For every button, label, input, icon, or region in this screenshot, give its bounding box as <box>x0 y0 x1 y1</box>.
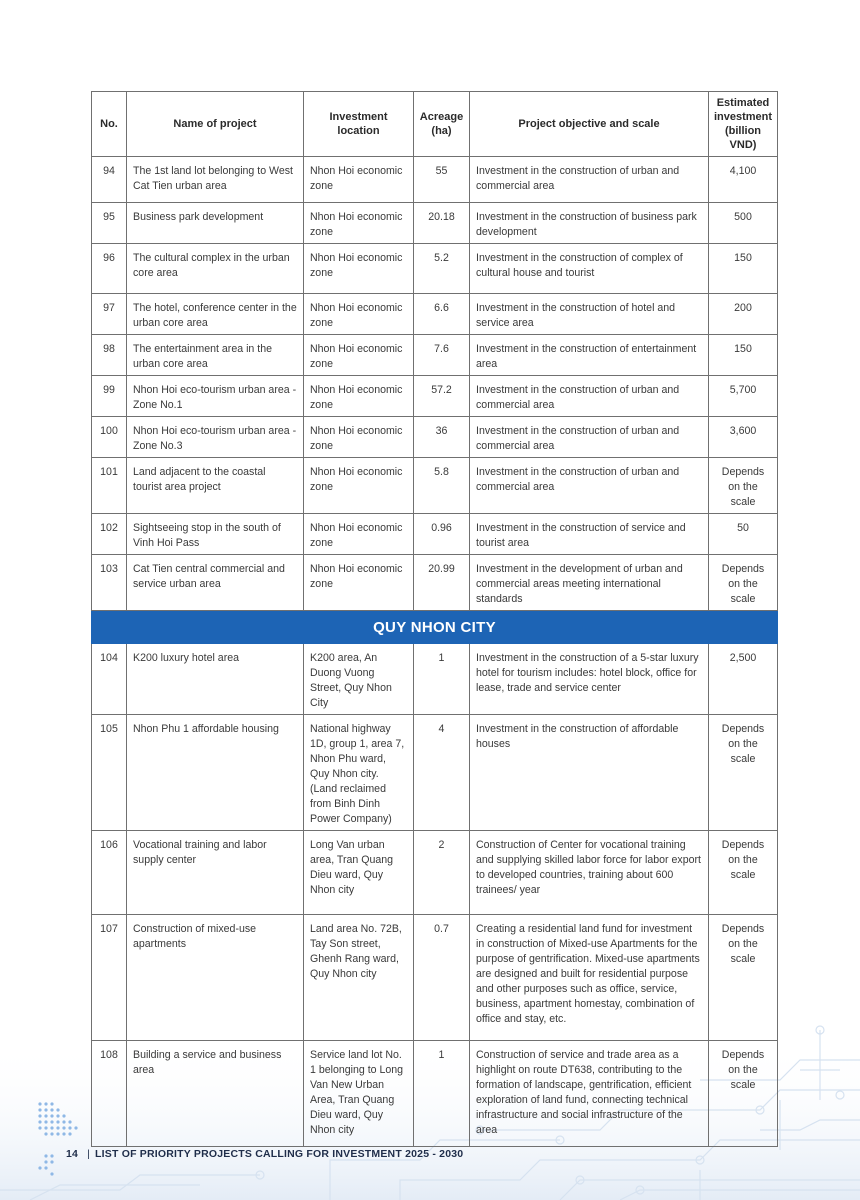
cell-investment: 4,100 <box>709 157 778 203</box>
cell-acreage: 4 <box>414 715 470 831</box>
cell-acreage: 20.99 <box>414 555 470 611</box>
cell-location: Service land lot No. 1 belonging to Long Van New Urban Area, Tran Quang Dieu ward, Quy Nhon city <box>304 1041 414 1147</box>
cell-investment: 5,700 <box>709 376 778 417</box>
cell-location: Nhon Hoi economic zone <box>304 203 414 244</box>
cell-location: Nhon Hoi economic zone <box>304 514 414 555</box>
cell-objective: Investment in the construction of a 5-star luxury hotel for tourism includes: hotel block, office for lease, trade and service center <box>470 644 709 715</box>
table-row <box>92 458 778 514</box>
cell-objective: Creating a residential land fund for investment in construction of Mixed-use Apartments for the purpose of gentrification. Mixed-use apartments are designed and built for residential purpose and other purposes such as office, service, business, apartment homestay, combination of office and stay, etc. <box>470 915 709 1041</box>
cell-location: Nhon Hoi economic zone <box>304 555 414 611</box>
cell-location: Nhon Hoi economic zone <box>304 417 414 458</box>
cell-project-name: The 1st land lot belonging to West Cat Tien urban area <box>127 157 304 203</box>
table-row <box>92 294 778 335</box>
header-location: Investment location <box>304 92 414 157</box>
cell-investment: 2,500 <box>709 644 778 715</box>
cell-no: 96 <box>92 244 127 294</box>
priority-projects-table <box>91 91 778 1147</box>
cell-location: Nhon Hoi economic zone <box>304 157 414 203</box>
cell-project-name: Vocational training and labor supply center <box>127 831 304 915</box>
header-objective: Project objective and scale <box>470 92 709 157</box>
cell-investment: Depends on the scale <box>709 831 778 915</box>
cell-no: 95 <box>92 203 127 244</box>
table-row <box>92 831 778 915</box>
cell-project-name: Sightseeing stop in the south of Vinh Hoi Pass <box>127 514 304 555</box>
cell-no: 105 <box>92 715 127 831</box>
table-row <box>92 555 778 611</box>
cell-no: 108 <box>92 1041 127 1147</box>
cell-location: Nhon Hoi economic zone <box>304 376 414 417</box>
cell-project-name: Building a service and business area <box>127 1041 304 1147</box>
header-no: No. <box>92 92 127 157</box>
page-number: 14 <box>66 1148 79 1160</box>
cell-objective: Investment in the construction of urban and commercial area <box>470 417 709 458</box>
cell-location: Long Van urban area, Tran Quang Dieu ward, Quy Nhon city <box>304 831 414 915</box>
table-body-quy-nhon <box>92 644 778 1147</box>
cell-investment: 200 <box>709 294 778 335</box>
cell-no: 94 <box>92 157 127 203</box>
table-row <box>92 1041 778 1147</box>
cell-project-name: Business park development <box>127 203 304 244</box>
cell-acreage: 0.7 <box>414 915 470 1041</box>
cell-no: 97 <box>92 294 127 335</box>
cell-investment: 3,600 <box>709 417 778 458</box>
table-row <box>92 157 778 203</box>
cell-acreage: 57.2 <box>414 376 470 417</box>
cell-no: 100 <box>92 417 127 458</box>
cell-no: 99 <box>92 376 127 417</box>
header-acreage: Acreage (ha) <box>414 92 470 157</box>
section-header-row <box>92 611 778 644</box>
cell-investment: Depends on the scale <box>709 915 778 1041</box>
table-row <box>92 203 778 244</box>
cell-objective: Construction of Center for vocational training and supplying skilled labor force for labor export to developed countries, training about 600 trainees/ year <box>470 831 709 915</box>
cell-acreage: 55 <box>414 157 470 203</box>
table-row <box>92 715 778 831</box>
page-footer <box>66 1148 463 1160</box>
cell-project-name: Cat Tien central commercial and service urban area <box>127 555 304 611</box>
cell-project-name: Nhon Hoi eco-tourism urban area - Zone No.3 <box>127 417 304 458</box>
cell-no: 107 <box>92 915 127 1041</box>
cell-investment: 150 <box>709 335 778 376</box>
cell-project-name: Nhon Phu 1 affordable housing <box>127 715 304 831</box>
cell-objective: Investment in the construction of service and tourist area <box>470 514 709 555</box>
table-row <box>92 644 778 715</box>
cell-location: Nhon Hoi economic zone <box>304 294 414 335</box>
cell-investment: Depends on the scale <box>709 715 778 831</box>
cell-location: Nhon Hoi economic zone <box>304 458 414 514</box>
cell-location: National highway 1D, group 1, area 7, Nhon Phu ward, Quy Nhon city. (Land reclaimed from Binh Dinh Power Company) <box>304 715 414 831</box>
cell-investment: 50 <box>709 514 778 555</box>
table-row <box>92 915 778 1041</box>
cell-investment: 500 <box>709 203 778 244</box>
cell-project-name: The entertainment area in the urban core area <box>127 335 304 376</box>
cell-project-name: The hotel, conference center in the urban core area <box>127 294 304 335</box>
cell-project-name: Construction of mixed-use apartments <box>127 915 304 1041</box>
cell-no: 102 <box>92 514 127 555</box>
cell-objective: Investment in the construction of complex of cultural house and tourist <box>470 244 709 294</box>
cell-objective: Investment in the development of urban and commercial areas meeting international standards <box>470 555 709 611</box>
cell-no: 101 <box>92 458 127 514</box>
cell-acreage: 6.6 <box>414 294 470 335</box>
cell-acreage: 5.8 <box>414 458 470 514</box>
cell-objective: Construction of service and trade area as a highlight on route DT638, contributing to the formation of landscape, gentrification, efficient exploration of land fund, connecting technical infrastructure and social infrastructure of the area <box>470 1041 709 1147</box>
header-name: Name of project <box>127 92 304 157</box>
cell-location: Nhon Hoi economic zone <box>304 244 414 294</box>
table-body-nhon-hoi <box>92 157 778 611</box>
cell-acreage: 1 <box>414 644 470 715</box>
cell-objective: Investment in the construction of urban and commercial area <box>470 376 709 417</box>
cell-investment: Depends on the scale <box>709 555 778 611</box>
table-row <box>92 335 778 376</box>
cell-no: 103 <box>92 555 127 611</box>
table-header-row <box>92 92 778 157</box>
header-investment: Estimated investment (billion VND) <box>709 92 778 157</box>
dot-pattern-decoration <box>36 1100 84 1180</box>
cell-investment: 150 <box>709 244 778 294</box>
cell-objective: Investment in the construction of affordable houses <box>470 715 709 831</box>
cell-location: Land area No. 72B, Tay Son street, Ghenh Rang ward, Quy Nhon city <box>304 915 414 1041</box>
cell-objective: Investment in the construction of business park development <box>470 203 709 244</box>
cell-investment: Depends on the scale <box>709 458 778 514</box>
table-row <box>92 244 778 294</box>
table-row <box>92 376 778 417</box>
cell-acreage: 20.18 <box>414 203 470 244</box>
cell-no: 106 <box>92 831 127 915</box>
cell-acreage: 1 <box>414 1041 470 1147</box>
footer-separator: | <box>87 1148 91 1160</box>
cell-no: 98 <box>92 335 127 376</box>
cell-location: Nhon Hoi economic zone <box>304 335 414 376</box>
cell-project-name: The cultural complex in the urban core area <box>127 244 304 294</box>
cell-objective: Investment in the construction of urban and commercial area <box>470 157 709 203</box>
cell-acreage: 5.2 <box>414 244 470 294</box>
cell-acreage: 7.6 <box>414 335 470 376</box>
cell-objective: Investment in the construction of entertainment area <box>470 335 709 376</box>
cell-acreage: 0.96 <box>414 514 470 555</box>
cell-objective: Investment in the construction of hotel and service area <box>470 294 709 335</box>
table-row <box>92 417 778 458</box>
table-row <box>92 514 778 555</box>
cell-no: 104 <box>92 644 127 715</box>
section-quy-nhon <box>92 611 778 644</box>
cell-location: K200 area, An Duong Vuong Street, Quy Nhon City <box>304 644 414 715</box>
cell-investment: Depends on the scale <box>709 1041 778 1147</box>
footer-title: LIST OF PRIORITY PROJECTS CALLING FOR INVESTMENT 2025 - 2030 <box>95 1148 464 1160</box>
cell-project-name: K200 luxury hotel area <box>127 644 304 715</box>
cell-objective: Investment in the construction of urban and commercial area <box>470 458 709 514</box>
cell-project-name: Land adjacent to the coastal tourist area project <box>127 458 304 514</box>
cell-acreage: 36 <box>414 417 470 458</box>
cell-project-name: Nhon Hoi eco-tourism urban area - Zone No.1 <box>127 376 304 417</box>
cell-acreage: 2 <box>414 831 470 915</box>
section-title: QUY NHON CITY <box>92 611 778 644</box>
